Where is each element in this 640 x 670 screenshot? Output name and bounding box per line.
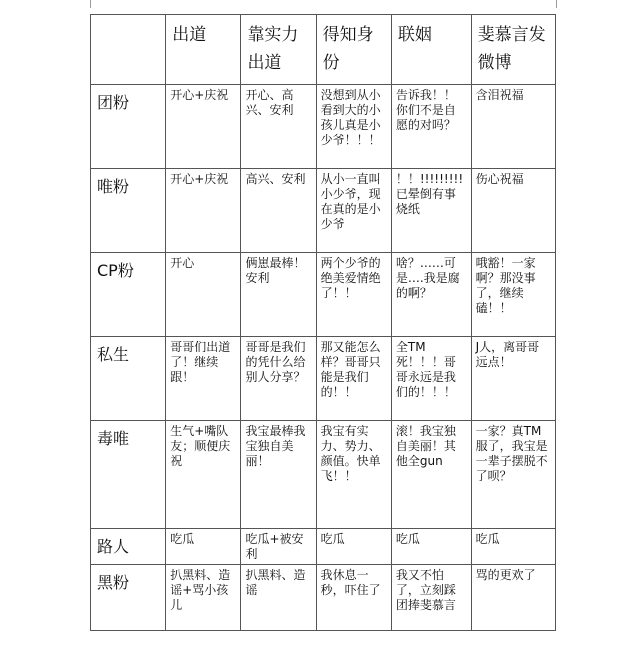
table-cell: 俩崽最棒！安利 [241, 253, 316, 337]
row-label: 路人 [91, 529, 166, 565]
table-row [91, 529, 556, 565]
header-cell-marriage: 联姻 [391, 15, 471, 85]
table-cell: 我宝最棒我宝独自美丽！ [241, 421, 316, 529]
row-label: 团粉 [91, 85, 166, 169]
table-cell: 两个少爷的绝美爱情绝了！！ [316, 253, 391, 337]
table-cell: 生气+嘴队友；顺便庆祝 [166, 421, 241, 529]
fan-reaction-table [90, 14, 556, 631]
row-label: 黑粉 [91, 565, 166, 631]
table-row [91, 169, 556, 253]
table-row [91, 253, 556, 337]
table-cell: 一家？真TM服了，我宝是一辈子摆脱不了呗？ [471, 421, 555, 529]
table-cell: 啥？……可是….我是腐的啊？ [391, 253, 471, 337]
table-cell: 开心+庆祝 [166, 85, 241, 169]
table-cell: 含泪祝福 [471, 85, 555, 169]
table-row [91, 85, 556, 169]
table-cell: 滚！我宝独自美丽！其他全gun [391, 421, 471, 529]
header-cell-debut-by-strength: 靠实力出道 [241, 15, 316, 85]
row-label: CP粉 [91, 253, 166, 337]
table-cell: 开心+庆祝 [166, 169, 241, 253]
table-cell: 我宝有实力、势力、颜值。快单飞！！ [316, 421, 391, 529]
table-row [91, 337, 556, 421]
table-cell: 我休息一秒，吓住了 [316, 565, 391, 631]
table-cell: ！！!!!!!!!!!已晕倒有事烧纸 [391, 169, 471, 253]
table-cell: 我又不怕了，立刻踩团捧斐慕言 [391, 565, 471, 631]
page-corner-mark-right [556, 0, 557, 8]
table-cell: 吃瓜 [316, 529, 391, 565]
table-cell: 开心 [166, 253, 241, 337]
header-cell-debut: 出道 [166, 15, 241, 85]
table-cell: 全TM死！！！哥哥永远是我们的！！！ [391, 337, 471, 421]
table-cell: 吃瓜 [166, 529, 241, 565]
row-label: 唯粉 [91, 169, 166, 253]
table-cell: 吃瓜 [471, 529, 555, 565]
table-cell: 哥哥是我们的凭什么给别人分享？ [241, 337, 316, 421]
header-row [91, 15, 556, 85]
table-cell: 从小一直叫小少爷，现在真的是小少爷 [316, 169, 391, 253]
table-cell: J人，离哥哥远点！ [471, 337, 555, 421]
table-cell: 伤心祝福 [471, 169, 555, 253]
header-cell-corner [91, 15, 166, 85]
table-cell: 骂的更欢了 [471, 565, 555, 631]
table-cell: 吃瓜+被安利 [241, 529, 316, 565]
header-cell-weibo-post: 斐慕言发微博 [471, 15, 555, 85]
table-row [91, 421, 556, 529]
table-cell: 那又能怎么样？哥哥只能是我们的！！ [316, 337, 391, 421]
table-row [91, 565, 556, 631]
table-cell: 高兴、安利 [241, 169, 316, 253]
table-cell: 吃瓜 [391, 529, 471, 565]
row-label: 私生 [91, 337, 166, 421]
table-cell: 开心、高兴、安利 [241, 85, 316, 169]
header-cell-identity-revealed: 得知身份 [316, 15, 391, 85]
page-corner-mark-left [90, 0, 91, 8]
table-cell: 哥哥们出道了！继续跟！ [166, 337, 241, 421]
table-cell: 扒黑料、造谣 [241, 565, 316, 631]
table-body [91, 15, 556, 631]
table-cell: 扒黑料、造谣+骂小孩儿 [166, 565, 241, 631]
table-cell: 告诉我！！你们不是自愿的对吗？ [391, 85, 471, 169]
table-cell: 哦豁！一家啊？那没事了，继续磕！！ [471, 253, 555, 337]
table-cell: 没想到从小看到大的小孩儿真是小少爷！！！ [316, 85, 391, 169]
row-label: 毒唯 [91, 421, 166, 529]
